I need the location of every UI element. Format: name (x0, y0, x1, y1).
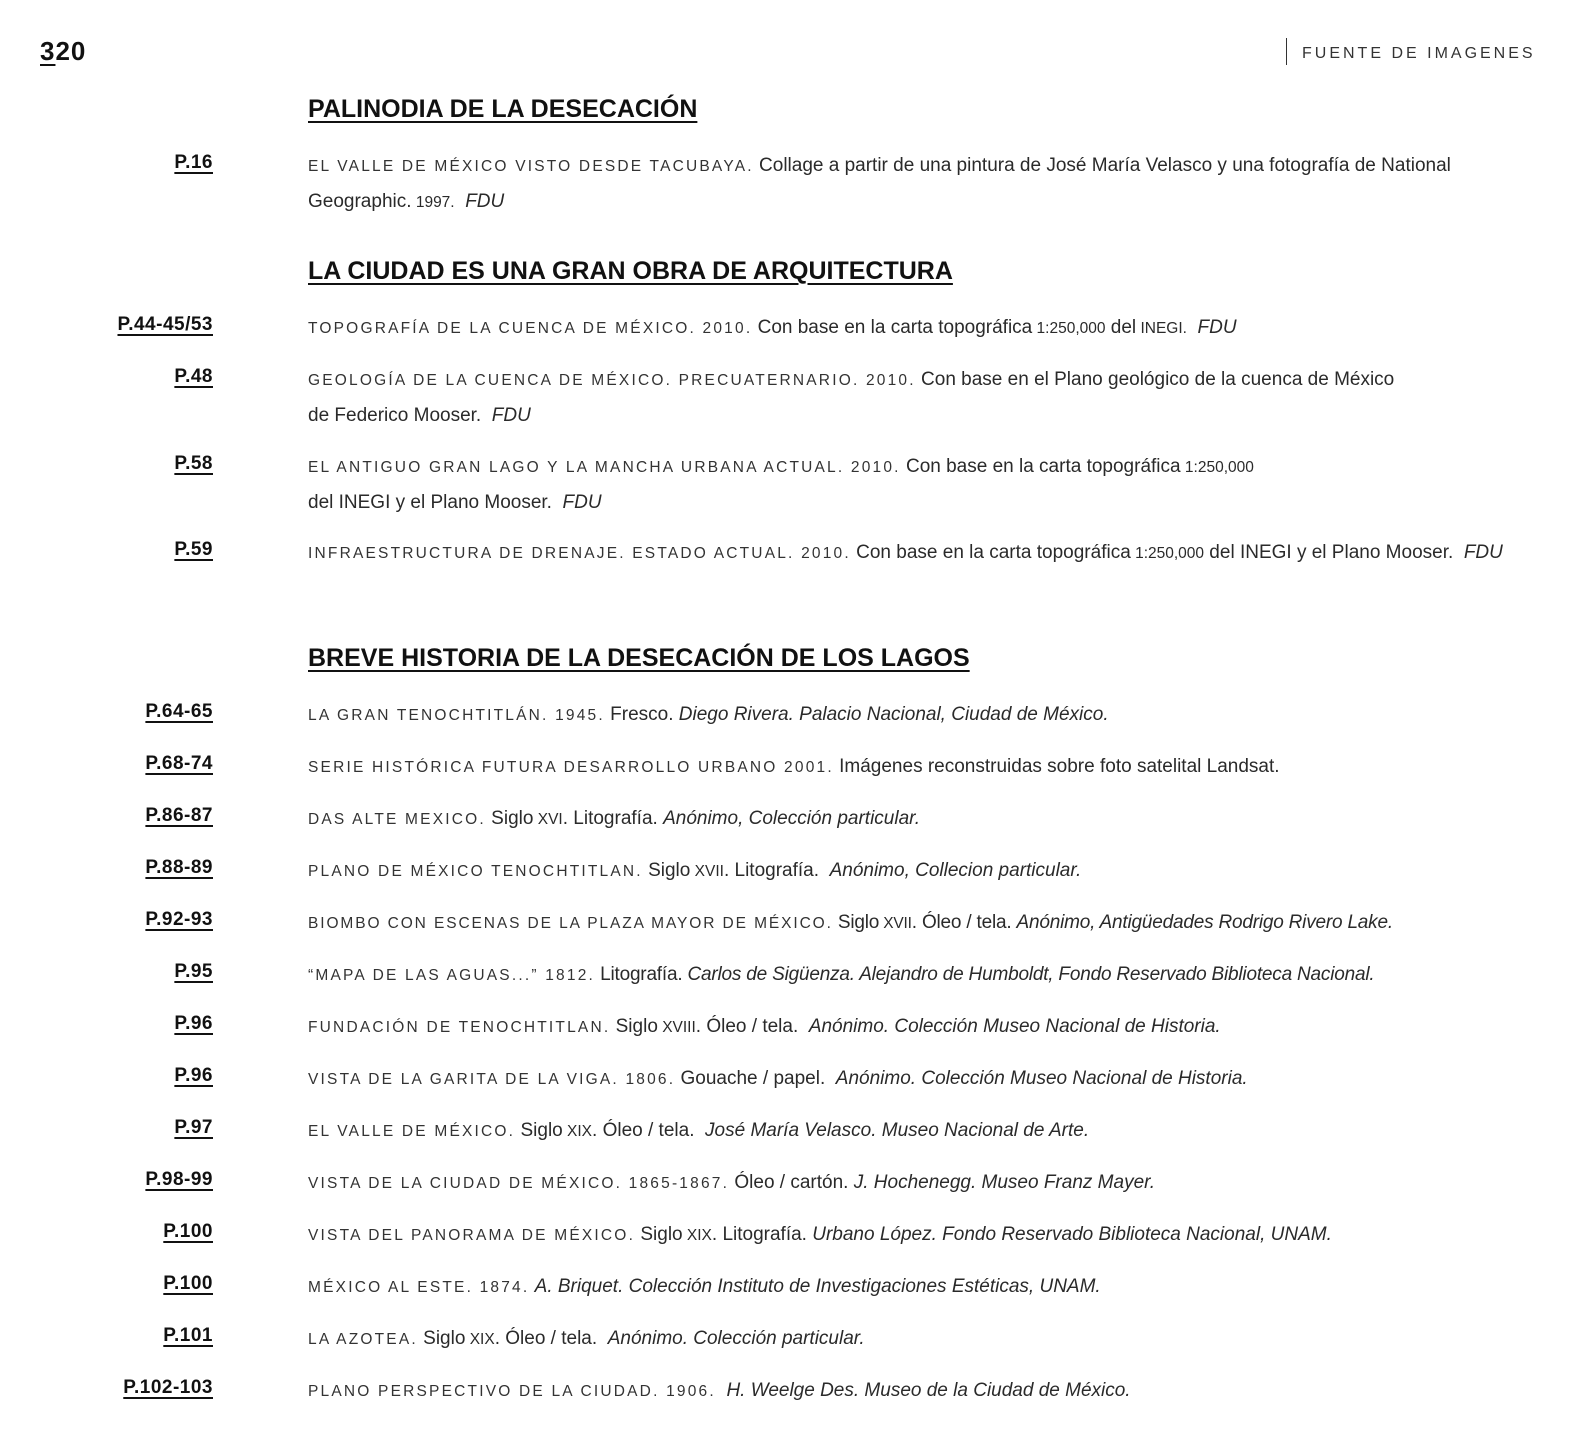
entry-inegi: INEGI. (1136, 320, 1187, 337)
entry-description (308, 905, 1523, 941)
entry-scale: 1:250,000 (1130, 545, 1205, 562)
entry-text: Con base en la carta topográfica (850, 542, 1131, 563)
entry-text: Gouache / papel. (675, 1068, 826, 1089)
page-number (40, 36, 86, 67)
entry-description (308, 1113, 1523, 1149)
entry-credit: José María Velasco. Museo Nacional de Arte. (705, 1120, 1090, 1141)
entry-credit: Anónimo. Colección Museo Nacional de Historia. (808, 1016, 1221, 1037)
entry-description (308, 697, 1523, 733)
entry-text-2: del INEGI y el Plano Mooser. (1204, 542, 1454, 563)
entry-text-siglo: Siglo (485, 808, 534, 829)
entry-text-siglo: Siglo (515, 1120, 563, 1141)
entry-title: INFRAESTRUCTURA DE DRENAJE. ESTADO ACTUAL. 2010. (308, 545, 851, 562)
section-heading: PALINODIA DE LA DESECACIÓN (308, 95, 698, 123)
entry-text: Con base en el Plano geológico de la cuenca de México de Federico Mooser. (308, 369, 1395, 426)
entry-description (308, 957, 1523, 993)
section-heading: LA CIUDAD ES UNA GRAN OBRA DE ARQUITECTURA (308, 257, 953, 285)
entry-text: . Óleo / tela. (592, 1120, 695, 1141)
entry-title: “MAPA DE LAS AGUAS...” 1812. (308, 967, 596, 984)
entry-title: GEOLOGÍA DE LA CUENCA DE MÉXICO. PRECUATERNARIO. 2010. (308, 372, 916, 389)
entry-description (308, 1321, 1523, 1357)
entry-text: Con base en la carta topográfica (752, 317, 1033, 338)
entry-description (308, 853, 1523, 889)
entry-title: EL VALLE DE MÉXICO. (308, 1123, 516, 1140)
entry-description (308, 362, 1418, 433)
entry-title: EL ANTIGUO GRAN LAGO Y LA MANCHA URBANA ACTUAL. 2010. (308, 459, 901, 476)
page-reference: P.101 (163, 1325, 213, 1346)
entry-text-siglo: Siglo (832, 912, 880, 933)
entry-credit: Anónimo. Colección Museo Nacional de Historia. (835, 1068, 1248, 1089)
entry-credit: Anónimo, Colección particular. (663, 808, 921, 829)
entry-text: Con base en la carta topográfica (900, 456, 1181, 477)
entry-credit: A. Briquet. Colección Instituto de Investigaciones Estéticas, UNAM. (534, 1276, 1101, 1297)
page-reference: P.98-99 (145, 1169, 213, 1190)
entry-text-siglo: Siglo (642, 860, 691, 881)
page-reference: P.48 (174, 366, 213, 387)
entry-text: Imágenes reconstruidas sobre foto satelital Landsat. (833, 756, 1280, 777)
page-reference: P.92-93 (145, 909, 213, 930)
entry-credit: H. Weelge Des. Museo de la Ciudad de México. (726, 1380, 1131, 1401)
page-reference: P.100 (163, 1221, 213, 1242)
entry-description (308, 801, 1523, 837)
entry-credit: J. Hochenegg. Museo Franz Mayer. (853, 1172, 1156, 1193)
entry-text: . Litografía. (723, 860, 820, 881)
entry-title: LA AZOTEA. (308, 1331, 418, 1348)
running-section-title: FUENTE DE IMAGENES (1302, 45, 1536, 62)
entry-text-siglo: Siglo (610, 1016, 658, 1037)
entry-credit: Urbano López. Fondo Reservado Biblioteca Nacional, UNAM. (812, 1224, 1332, 1245)
page-number-first-digit: 3 (40, 36, 56, 66)
entry-title: TOPOGRAFÍA DE LA CUENCA DE MÉXICO. 2010. (308, 320, 753, 337)
page-reference: P.16 (174, 152, 213, 173)
entry-credit: Anónimo, Collecion particular. (829, 860, 1082, 881)
entry-title: VISTA DE LA CIUDAD DE MÉXICO. 1865-1867. (308, 1175, 730, 1192)
entry-title: PLANO PERSPECTIVO DE LA CIUDAD. 1906. (308, 1383, 716, 1400)
page-reference: P.97 (174, 1117, 213, 1138)
entry-description (308, 1061, 1523, 1097)
entry-text: . Litografía. (711, 1224, 807, 1245)
entry-description (308, 1217, 1523, 1253)
entry-text-siglo: Siglo (417, 1328, 466, 1349)
entry-text: Óleo / cartón. (729, 1172, 849, 1193)
entry-title: PLANO DE MÉXICO TENOCHTITLAN. (308, 863, 643, 880)
entry-credit: Anónimo. Colección particular. (607, 1328, 865, 1349)
entry-description (308, 749, 1523, 785)
entry-text: . Óleo / tela. (695, 1016, 799, 1037)
entry-text: Collage a partir de una pintura de José María Velasco y una fotografía de National Geographic. (308, 155, 1451, 212)
entry-scale: 1:250,000 (1032, 320, 1106, 337)
entry-credit: FDU (1197, 317, 1237, 338)
page-number-rest: 20 (55, 36, 87, 66)
entry-century: XVII (690, 863, 724, 880)
page-reference: P.58 (174, 453, 213, 474)
page-reference: P.102-103 (123, 1377, 213, 1398)
entry-credit: FDU (465, 191, 505, 212)
entry-century: XIX (682, 1227, 712, 1244)
entry-scale: 1:250,000 (1180, 459, 1254, 476)
entry-century: XVII (879, 915, 912, 932)
entry-text: . Óleo / tela. (911, 912, 1012, 933)
entry-description (308, 449, 1523, 520)
entry-title: BIOMBO CON ESCENAS DE LA PLAZA MAYOR DE MÉXICO. (308, 915, 833, 932)
page-reference: P.96 (174, 1013, 213, 1034)
entry-title: VISTA DEL PANORAMA DE MÉXICO. (308, 1227, 636, 1244)
entry-century: XVI (533, 811, 563, 828)
entry-title: DAS ALTE MEXICO. (308, 811, 486, 828)
page-reference: P.86-87 (145, 805, 213, 826)
entry-text: . Óleo / tela. (494, 1328, 598, 1349)
entry-century: XVIII (657, 1019, 696, 1036)
entry-credit: FDU (562, 492, 602, 513)
entry-text: . Litografía. (562, 808, 658, 829)
page-reference: P.44-45/53 (117, 314, 213, 335)
page-reference: P.100 (163, 1273, 213, 1294)
entry-credit: Anónimo, Antigüedades Rodrigo Rivero Lake. (1016, 912, 1393, 933)
section-heading: BREVE HISTORIA DE LA DESECACIÓN DE LOS LAGOS (308, 644, 970, 672)
entry-credit: FDU (1463, 542, 1503, 563)
entry-century: XIX (562, 1123, 593, 1140)
entry-text-siglo: Siglo (635, 1224, 683, 1245)
page-reference: P.88-89 (145, 857, 213, 878)
entry-description (308, 1373, 1523, 1409)
entry-title: FUNDACIÓN DE TENOCHTITLAN. (308, 1019, 611, 1036)
entry-year: 1997. (411, 194, 455, 211)
entry-title: MÉXICO AL ESTE. 1874. (308, 1279, 530, 1296)
entry-description (308, 1269, 1523, 1305)
entry-title: EL VALLE DE MÉXICO VISTO DESDE TACUBAYA. (308, 158, 754, 175)
entry-text-2: del INEGI y el Plano Mooser. (308, 492, 552, 513)
page-reference: P.96 (174, 1065, 213, 1086)
entry-credit: Carlos de Sigüenza. Alejandro de Humboldt, Fondo Reservado Biblioteca Nacional. (687, 964, 1375, 985)
header-divider (1286, 38, 1287, 65)
entry-text: Fresco. (604, 704, 674, 725)
page-reference: P.95 (174, 961, 213, 982)
entry-description (308, 535, 1523, 571)
entry-description (308, 1009, 1523, 1045)
entry-description (308, 310, 1523, 346)
entry-title: SERIE HISTÓRICA FUTURA DESARROLLO URBANO 2001. (308, 759, 834, 776)
entry-text: Litografía. (595, 964, 683, 985)
entry-title: LA GRAN TENOCHTITLÁN. 1945. (308, 707, 605, 724)
page-reference: P.68-74 (145, 753, 213, 774)
entry-title: VISTA DE LA GARITA DE LA VIGA. 1806. (308, 1071, 676, 1088)
entry-text-2: del (1105, 317, 1137, 338)
entry-description (308, 148, 1523, 220)
page-reference: P.64-65 (145, 701, 213, 722)
entry-description (308, 1165, 1523, 1201)
page-reference: P.59 (174, 539, 213, 560)
entry-century: XIX (465, 1331, 495, 1348)
entry-credit: FDU (491, 405, 531, 426)
entry-credit: Diego Rivera. Palacio Nacional, Ciudad de México. (678, 704, 1109, 725)
